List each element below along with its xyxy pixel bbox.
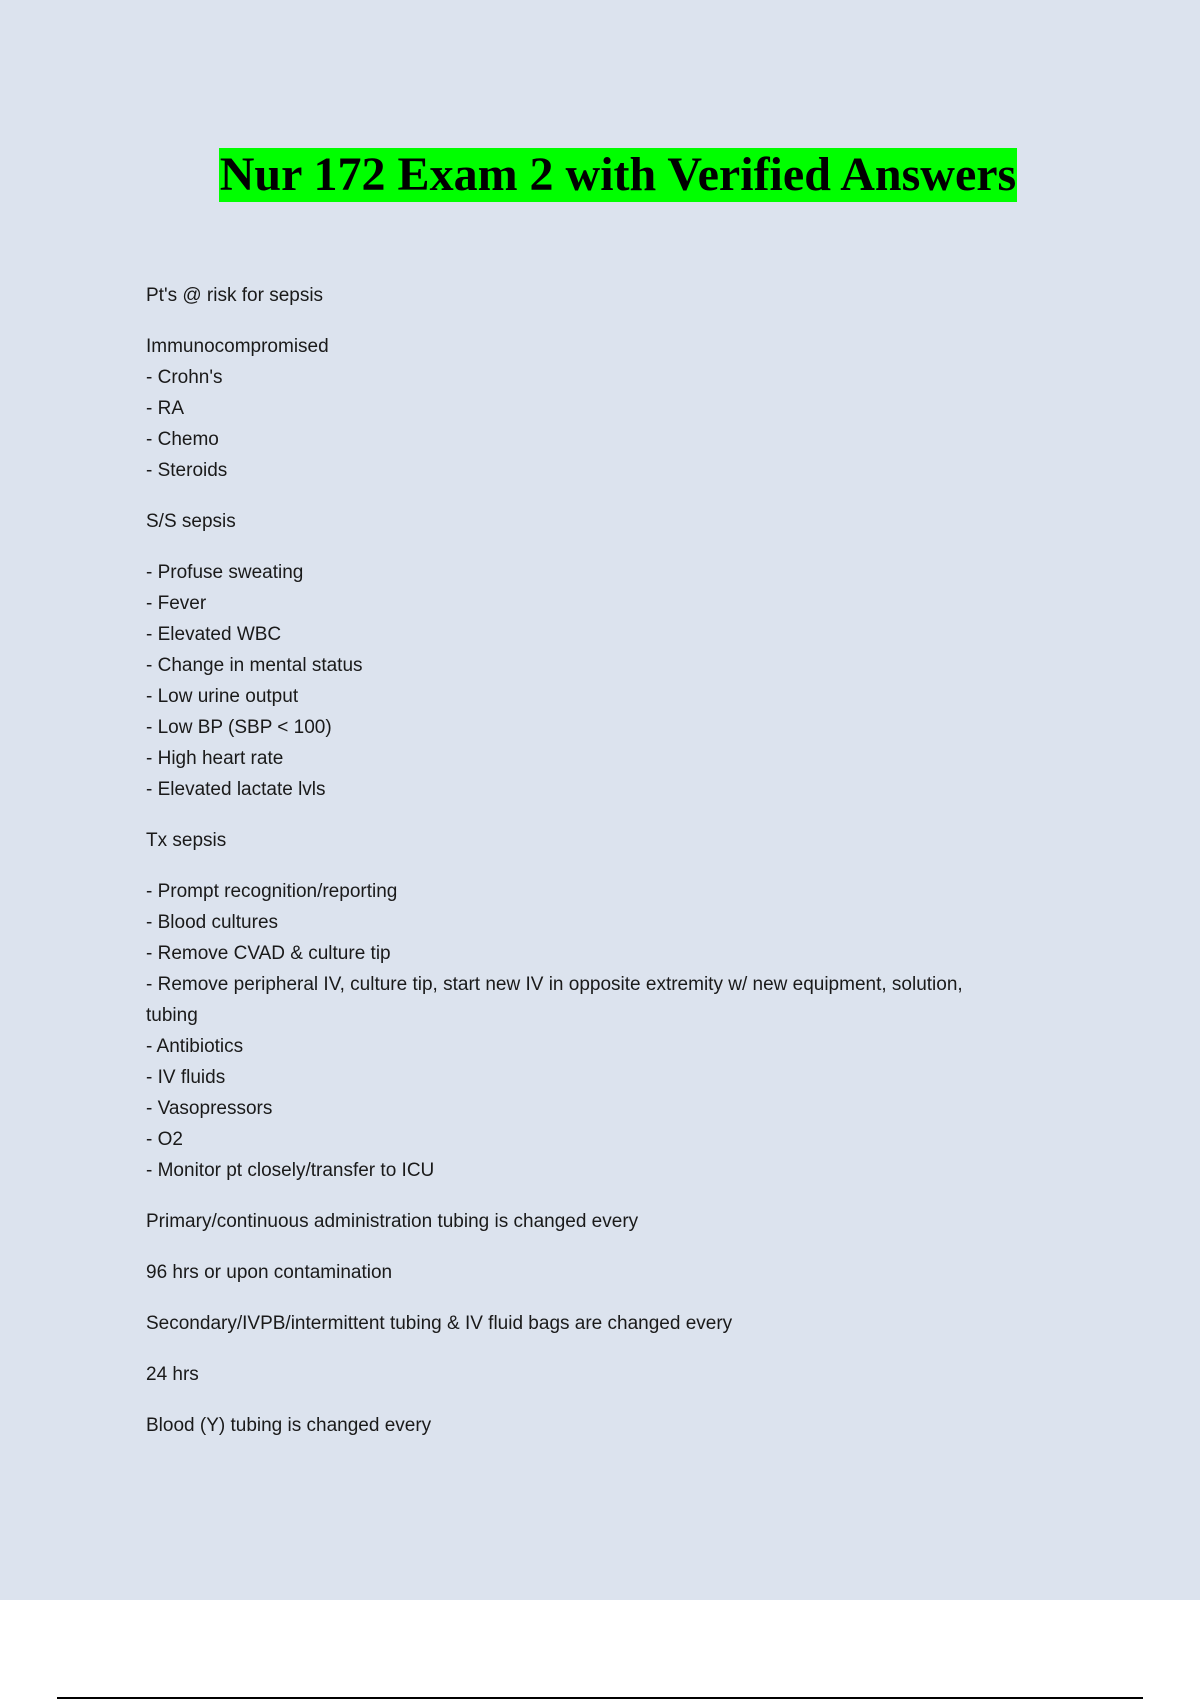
text-line: S/S sepsis	[146, 511, 236, 532]
text-line: 96 hrs or upon contamination	[146, 1262, 393, 1283]
answer-primary-tubing	[146, 1257, 1046, 1288]
text-line: - Low urine output	[146, 686, 299, 707]
text-line: - Elevated WBC	[146, 624, 282, 645]
footer-divider	[57, 1697, 1143, 1699]
text-line: - Steroids	[146, 460, 228, 481]
text-line: - Profuse sweating	[146, 562, 304, 583]
answer-secondary-tubing	[146, 1359, 1046, 1390]
text-line: - Crohn's	[146, 367, 223, 388]
text-line: - Change in mental status	[146, 655, 363, 676]
question-primary-tubing	[146, 1206, 1046, 1237]
document-content	[146, 280, 1046, 1461]
text-line: - Antibiotics	[146, 1036, 244, 1057]
title-container	[0, 148, 1200, 202]
question-secondary-tubing	[146, 1308, 1046, 1339]
text-line: tubing	[146, 1005, 198, 1026]
answer-tx-sepsis	[146, 876, 1046, 1186]
text-line: - Vasopressors	[146, 1098, 273, 1119]
text-line: - High heart rate	[146, 748, 284, 769]
text-line: Immunocompromised	[146, 336, 329, 357]
text-line: - Remove peripheral IV, culture tip, start new IV in opposite extremity w/ new equipment, solution,	[146, 974, 963, 995]
text-line: Secondary/IVPB/intermittent tubing & IV fluid bags are changed every	[146, 1313, 733, 1334]
question-ss-sepsis	[146, 506, 1046, 537]
text-line: Pt's @ risk for sepsis	[146, 285, 324, 306]
text-line: - Chemo	[146, 429, 219, 450]
text-line: - Low BP (SBP < 100)	[146, 717, 332, 738]
text-line: Primary/continuous administration tubing is changed every	[146, 1211, 639, 1232]
text-line: 24 hrs	[146, 1364, 199, 1385]
question-risk-sepsis	[146, 280, 1046, 311]
text-line: - Elevated lactate lvls	[146, 779, 326, 800]
answer-risk-sepsis	[146, 331, 1046, 486]
text-line: - Prompt recognition/reporting	[146, 881, 398, 902]
text-line: Blood (Y) tubing is changed every	[146, 1415, 432, 1436]
text-line: - IV fluids	[146, 1067, 226, 1088]
text-line: - Monitor pt closely/transfer to ICU	[146, 1160, 435, 1181]
text-line: - Blood cultures	[146, 912, 279, 933]
question-blood-tubing	[146, 1410, 1046, 1441]
answer-ss-sepsis	[146, 557, 1046, 805]
text-line: - O2	[146, 1129, 183, 1150]
page-title: Nur 172 Exam 2 with Verified Answers	[219, 148, 1017, 201]
text-line: - RA	[146, 398, 184, 419]
text-line: - Fever	[146, 593, 207, 614]
text-line: Tx sepsis	[146, 830, 227, 851]
question-tx-sepsis	[146, 825, 1046, 856]
text-line: - Remove CVAD & culture tip	[146, 943, 391, 964]
